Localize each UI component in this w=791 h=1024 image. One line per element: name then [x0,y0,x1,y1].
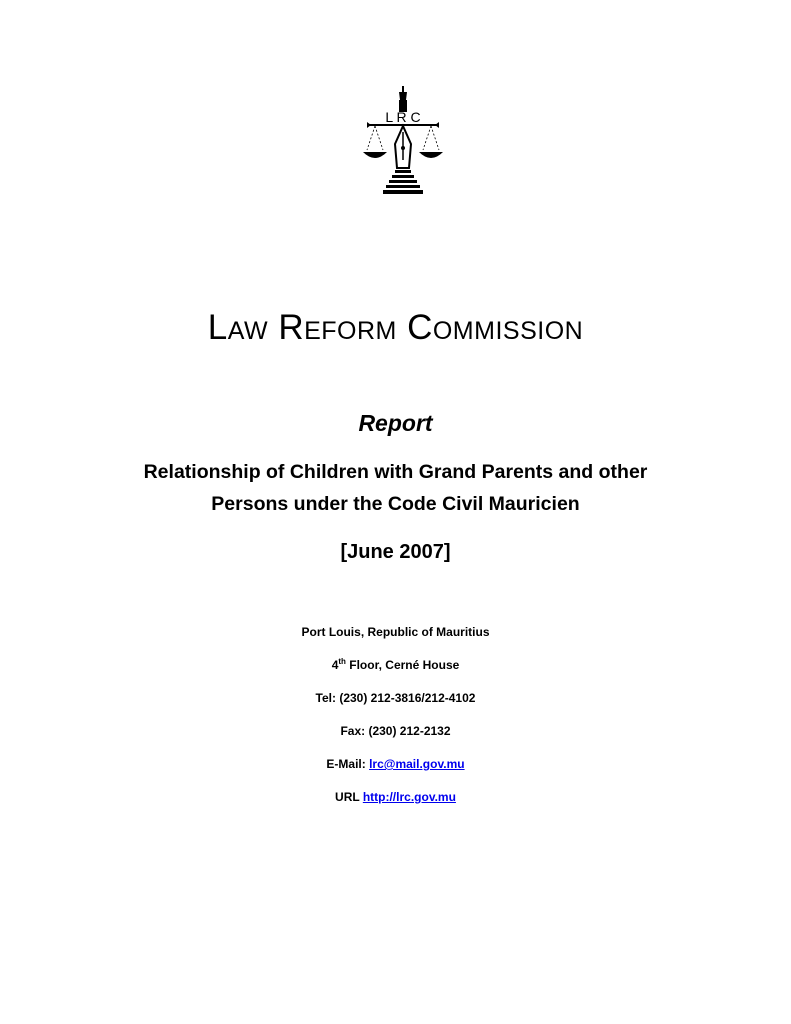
report-date: [June 2007] [340,541,451,563]
scales-of-justice-icon [355,86,451,196]
website-link[interactable]: http://lrc.gov.mu [362,790,456,804]
report-label: Report [358,410,433,436]
floor-address: Floor, Cerné House [345,658,460,672]
report-subject-line-1: Relationship of Children with Grand Parents and other [143,461,648,483]
report-subject [0,456,791,520]
contact-url [0,788,791,806]
contact-address [0,656,791,674]
contact-location: Port Louis, Republic of Mauritius [301,625,490,639]
contact-fax: Fax: (230) 212-2132 [340,724,451,738]
floor-suffix: th [338,657,346,666]
floor-number: 4 [331,658,339,672]
email-label: E-Mail: [326,757,370,771]
logo-initials: L R C [385,109,421,125]
contact-tel: Tel: (230) 212-3816/212-4102 [315,691,476,705]
email-link[interactable]: lrc@mail.gov.mu [369,757,465,771]
commission-title: Law Reform Commission [207,308,584,347]
contact-email [0,755,791,773]
report-subject-line-2: Persons under the Code Civil Mauricien [211,493,580,515]
url-label: URL [335,790,363,804]
